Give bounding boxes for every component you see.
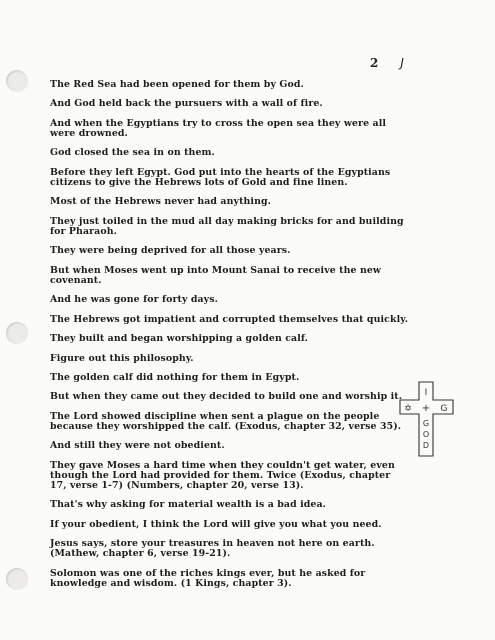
paragraph: They gave Moses a hard time when they couldn't get water, even though the Lord had provided for them. Twice (Exodus, chapter 17, verse 1-7) (Numbers, chapter 20, verse 13). — [50, 459, 395, 492]
paragraph: They just toiled in the mud all day making bricks for and building for Pharaoh. — [50, 215, 404, 237]
punch-hole — [6, 322, 28, 344]
paragraph: Before they left Egypt. God put into the hearts of the Egyptians citizens to give the Hebrews lots of Gold and fine linen. — [50, 166, 391, 188]
paragraph: They were being deprived for all those years. — [50, 245, 291, 257]
paragraph: They built and began worshipping a golden calf. — [50, 333, 309, 345]
cross-lower-letter: O — [422, 430, 430, 439]
paragraph: That's why asking for material wealth is a bad idea. — [50, 499, 327, 511]
paragraph: Most of the Hebrews never had anything. — [50, 196, 272, 208]
page-number: 2 — [370, 56, 379, 70]
document-body — [50, 80, 410, 598]
cross-top-letter: I — [424, 388, 428, 398]
paragraph: But when Moses went up into Mount Sanai to receive the new covenant. — [50, 264, 382, 286]
paragraph: And still they were not obedient. — [50, 440, 225, 452]
star-of-david-icon: ✡ — [404, 404, 412, 414]
paragraph: God closed the sea in on them. — [50, 147, 215, 159]
paragraph: And when the Egyptians try to cross the open sea they were all were drowned. — [50, 117, 387, 139]
hand-drawn-cross — [397, 380, 457, 458]
punch-hole — [6, 70, 28, 92]
paragraph: Jesus says, store your treasures in heaven not here on earth. (Mathew, chapter 6, verse 19-21). — [50, 538, 375, 560]
punch-hole — [6, 568, 28, 590]
cross-lower-letter: G — [422, 419, 430, 428]
paragraph: But when they came out they decided to build one and worship it. — [50, 391, 403, 403]
paragraph: And he was gone for forty days. — [50, 294, 218, 306]
paragraph: The Red Sea had been opened for them by God. — [50, 79, 304, 90]
page-header — [370, 56, 404, 70]
cross-drawing — [397, 380, 457, 458]
paragraph: Figure out this philosophy. — [50, 352, 194, 364]
cross-right-letter: G — [440, 404, 448, 414]
paragraph: The Hebrews got impatient and corrupted themselves that quickly. — [50, 313, 409, 325]
cross-lower-letter: D — [422, 441, 430, 450]
paragraph: And God held back the pursuers with a wall of fire. — [50, 98, 323, 110]
paragraph: The Lord showed discipline when sent a plague on the people because they worshipped the calf. (Exodus, chapter 32, verse 35). — [50, 410, 402, 432]
author-initial: J — [400, 56, 404, 70]
cross-center-symbol: + — [421, 403, 431, 414]
paragraph: Solomon was one of the riches kings ever, but he asked for knowledge and wisdom. (1 Kings, chapter 3). — [50, 567, 366, 590]
paragraph: The golden calf did nothing for them in Egypt. — [50, 371, 300, 383]
paragraph: If your obedient, I think the Lord will give you what you need. — [50, 518, 382, 530]
